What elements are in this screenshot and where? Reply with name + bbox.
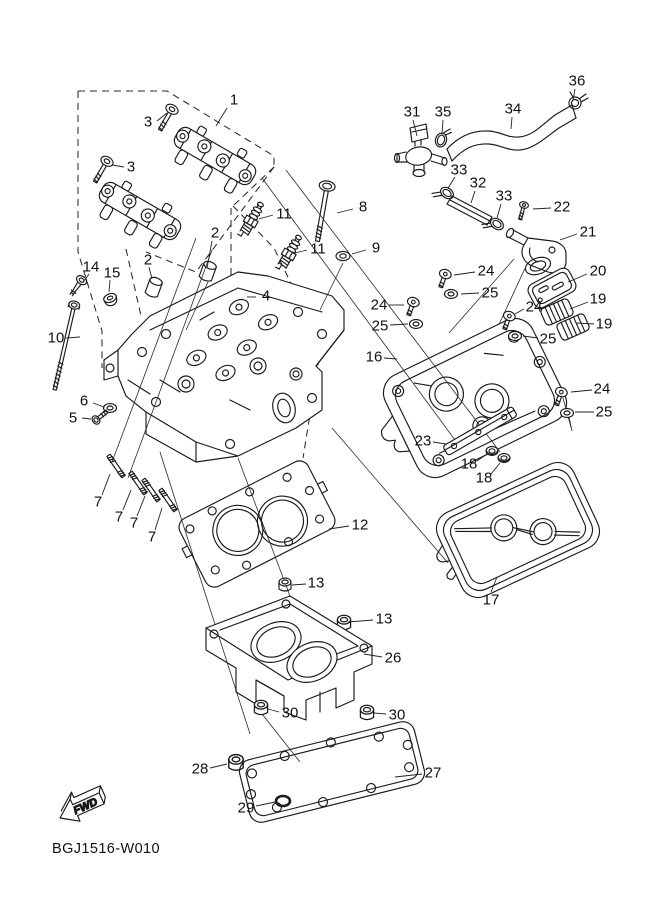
leader-line-7-15 bbox=[102, 474, 110, 495]
reed-cover-screw-drawing bbox=[516, 201, 529, 221]
head-gasket-drawing bbox=[170, 455, 344, 594]
callout-label-21-36: 21 bbox=[579, 223, 597, 241]
rocker-arm-assembly-lower-drawing bbox=[89, 172, 188, 256]
callout-label-3-1: 3 bbox=[143, 113, 153, 131]
hose-clamp-drawing bbox=[434, 126, 452, 149]
leader-line-35-47 bbox=[442, 120, 443, 134]
leader-line-30-23 bbox=[268, 709, 279, 712]
leader-line-13-21 bbox=[348, 620, 373, 622]
callout-label-24-42: 24 bbox=[525, 298, 543, 316]
callout-label-2-3: 2 bbox=[210, 224, 220, 242]
callout-label-18-30: 18 bbox=[460, 455, 478, 473]
leader-line-2-4 bbox=[149, 267, 152, 279]
cover-gasket-drawing bbox=[421, 457, 605, 608]
callout-label-25-41: 25 bbox=[371, 317, 389, 335]
callout-label-28-25: 28 bbox=[191, 760, 209, 778]
callout-label-7-18: 7 bbox=[147, 528, 157, 546]
callout-label-11-9: 11 bbox=[310, 240, 326, 258]
cylinder-block-drawing bbox=[206, 596, 372, 720]
leader-line-34-48 bbox=[511, 117, 512, 129]
callout-label-5-14: 5 bbox=[68, 409, 78, 427]
leader-line-7-17 bbox=[137, 496, 145, 516]
callout-label-12-19: 12 bbox=[351, 516, 369, 534]
callout-label-3-2: 3 bbox=[126, 158, 136, 176]
callout-label-24-44: 24 bbox=[593, 380, 611, 398]
fwd-label: FWD bbox=[71, 796, 100, 818]
leader-line-22-37 bbox=[533, 208, 551, 209]
callout-label-26-22: 26 bbox=[384, 649, 402, 667]
leader-line-5-14 bbox=[82, 418, 91, 419]
callout-label-25-43: 25 bbox=[539, 330, 557, 348]
callout-label-30-23: 30 bbox=[281, 704, 299, 722]
callout-label-11-8: 11 bbox=[276, 205, 292, 223]
leader-line-21-36 bbox=[560, 234, 577, 240]
leader-line-11-9 bbox=[295, 250, 307, 253]
o-ring-drawing bbox=[276, 796, 290, 806]
callout-label-31-46: 31 bbox=[403, 103, 421, 121]
leader-line-19-33 bbox=[570, 302, 588, 309]
callout-label-16-28: 16 bbox=[365, 348, 383, 366]
leader-line-28-25 bbox=[210, 764, 227, 768]
leader-line-24-44 bbox=[571, 390, 592, 392]
leader-line-15-6 bbox=[109, 280, 110, 292]
leader-line-33-50 bbox=[448, 177, 455, 188]
callout-label-13-20: 13 bbox=[307, 574, 325, 592]
leader-line-27-27 bbox=[395, 774, 422, 777]
leader-line-25-39 bbox=[461, 293, 479, 294]
leader-line-32-51 bbox=[471, 191, 475, 203]
callout-label-7-17: 7 bbox=[129, 514, 139, 532]
callout-label-33-52: 33 bbox=[495, 187, 513, 205]
callout-label-24-38: 24 bbox=[477, 262, 495, 280]
cylinder-gasket-drawing bbox=[237, 718, 427, 825]
callout-label-33-50: 33 bbox=[450, 161, 468, 179]
cover-nut-drawing bbox=[486, 447, 510, 463]
leader-line-1-0 bbox=[216, 108, 227, 126]
callout-label-29-26: 29 bbox=[237, 799, 255, 817]
air-cut-valve-drawing bbox=[395, 124, 448, 177]
callout-label-19-34: 19 bbox=[595, 315, 613, 333]
callout-label-23-32: 23 bbox=[414, 432, 432, 450]
leader-line-6-13 bbox=[93, 403, 104, 407]
callout-label-1-0: 1 bbox=[229, 91, 239, 109]
leader-line-29-26 bbox=[256, 802, 275, 806]
callout-label-36-49: 36 bbox=[568, 72, 586, 90]
callout-label-8-10: 8 bbox=[358, 198, 368, 216]
leader-line-8-10 bbox=[337, 209, 353, 213]
callout-label-13-21: 13 bbox=[375, 610, 393, 628]
callout-label-20-35: 20 bbox=[589, 262, 607, 280]
callout-label-32-51: 32 bbox=[469, 174, 487, 192]
leader-line-24-38 bbox=[454, 272, 475, 275]
leader-line-33-52 bbox=[497, 204, 501, 218]
callout-label-7-15: 7 bbox=[93, 493, 103, 511]
leader-line-26-22 bbox=[364, 654, 382, 657]
callout-label-17-29: 17 bbox=[482, 591, 500, 609]
fwd-direction-arrow bbox=[52, 780, 110, 828]
leader-line-25-41 bbox=[390, 324, 408, 325]
leader-line-24-42 bbox=[515, 309, 524, 314]
cylinder-head-drawing bbox=[104, 272, 344, 462]
callout-label-9-11: 9 bbox=[371, 239, 381, 257]
leader-line-7-16 bbox=[123, 490, 131, 510]
diagram-code: BGJ1516-W010 bbox=[52, 841, 160, 857]
callout-label-34-48: 34 bbox=[504, 100, 522, 118]
leader-line-13-20 bbox=[292, 584, 306, 585]
valve-pin-drawing bbox=[67, 274, 89, 298]
callout-label-4-12: 4 bbox=[261, 287, 271, 305]
callout-label-6-13: 6 bbox=[79, 392, 89, 410]
callout-label-30-24: 30 bbox=[388, 706, 406, 724]
leader-line-18-31 bbox=[491, 463, 500, 474]
leader-line-11-8 bbox=[259, 215, 273, 219]
callout-label-15-6: 15 bbox=[103, 264, 121, 282]
callout-label-14-5: 14 bbox=[82, 258, 100, 276]
callout-label-27-27: 27 bbox=[424, 764, 442, 782]
callout-label-22-37: 22 bbox=[553, 198, 571, 216]
rocker-arm-assembly-upper-drawing bbox=[164, 117, 263, 201]
air-hose-drawing bbox=[447, 196, 492, 225]
callout-label-7-16: 7 bbox=[114, 508, 124, 526]
head-bolt-washer-drawing bbox=[336, 251, 350, 260]
callout-label-2-4: 2 bbox=[143, 251, 153, 269]
leader-line-7-18 bbox=[155, 508, 162, 530]
leader-line-36-49 bbox=[573, 89, 575, 100]
callout-label-10-7: 10 bbox=[47, 329, 65, 347]
spark-plug-drawing bbox=[236, 200, 305, 273]
callout-label-25-39: 25 bbox=[481, 284, 499, 302]
leader-line-9-11 bbox=[352, 250, 366, 254]
callout-label-24-40: 24 bbox=[370, 296, 388, 314]
callout-label-19-33: 19 bbox=[589, 290, 607, 308]
leader-line-3-2 bbox=[112, 165, 124, 167]
valve-collar-drawing bbox=[102, 292, 118, 308]
head-bolt-drawing bbox=[310, 180, 336, 243]
leader-line-30-24 bbox=[374, 713, 386, 714]
cover-bolt-drawing bbox=[90, 408, 109, 426]
callout-label-35-47: 35 bbox=[434, 103, 452, 121]
callout-label-18-31: 18 bbox=[475, 469, 493, 487]
callout-label-25-45: 25 bbox=[595, 403, 613, 421]
